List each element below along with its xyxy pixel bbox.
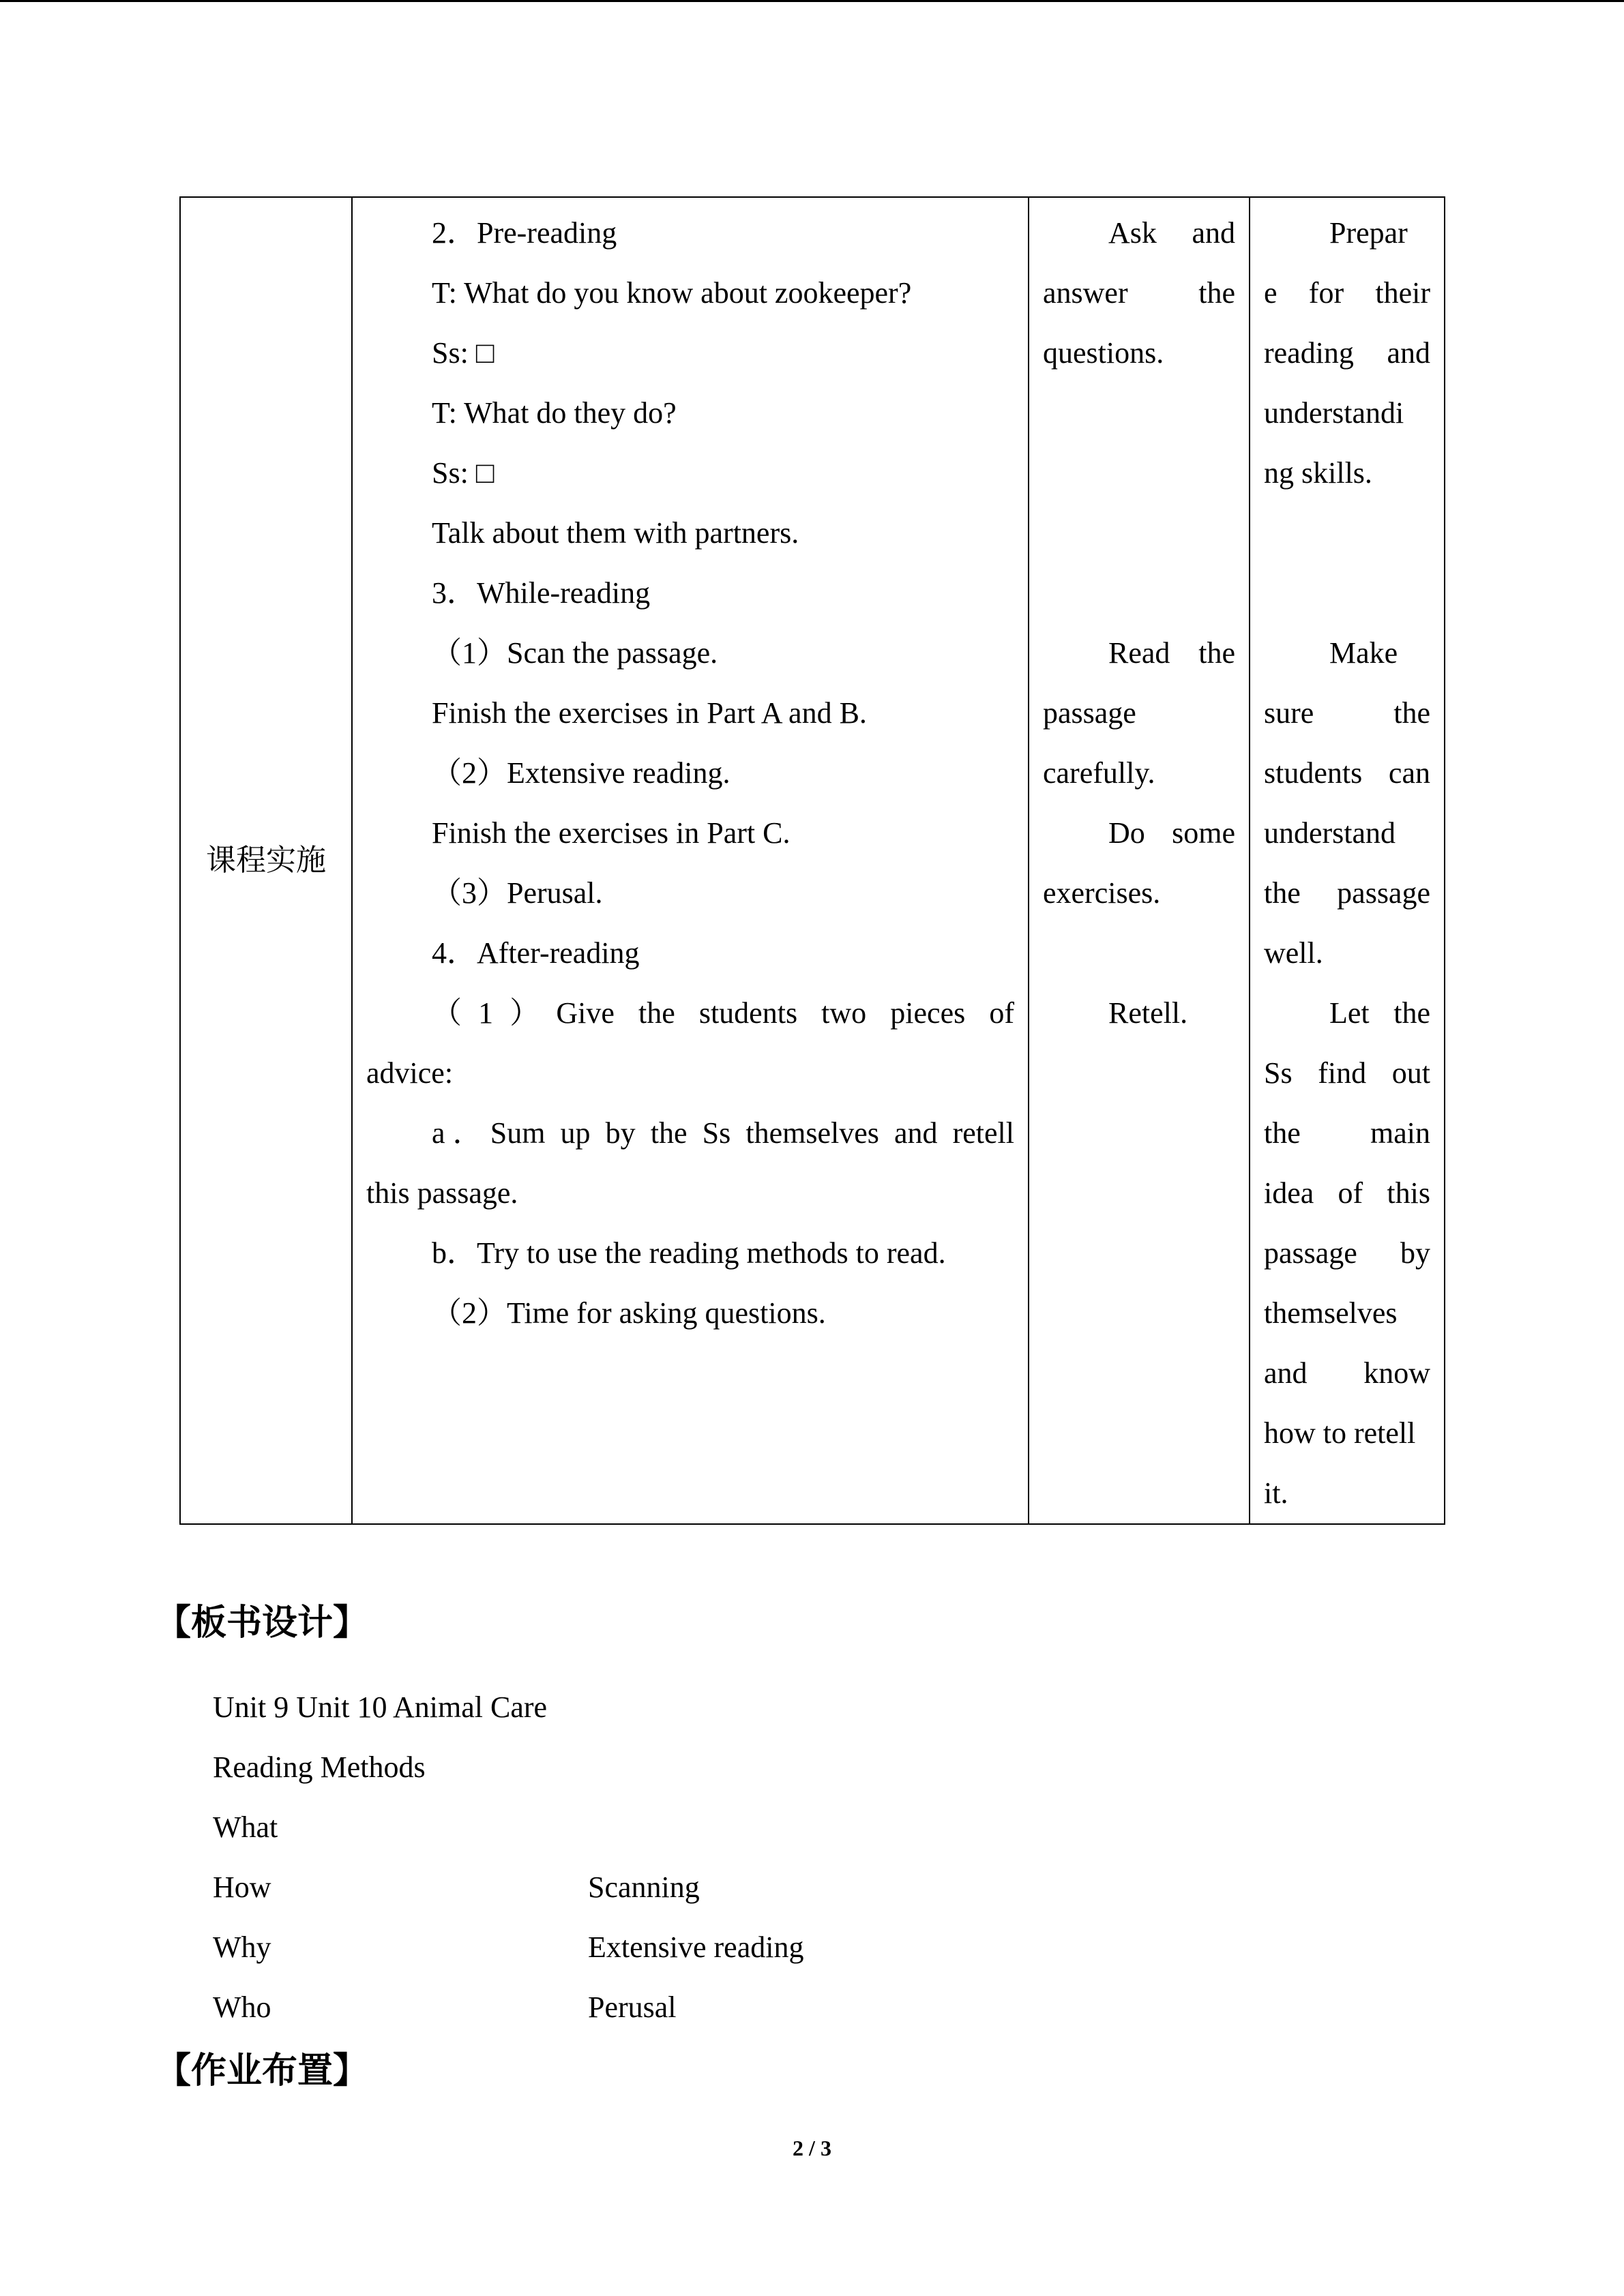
purpose-let-line-6: themselves xyxy=(1264,1296,1398,1330)
board-row-right: Extensive reading xyxy=(588,1930,804,1964)
time-for-questions-step: （2）Time for asking questions. xyxy=(432,1296,826,1330)
procedure-cell xyxy=(352,197,1029,1524)
advice-line-2: advice: xyxy=(366,1056,454,1090)
lesson-implementation-table xyxy=(179,196,1445,1525)
finish-part-c: Finish the exercises in Part C. xyxy=(432,816,791,850)
pre-reading-heading: 2．Pre-reading xyxy=(432,216,617,250)
page-number: 2 / 3 xyxy=(793,2136,831,2160)
purpose-let-line-7: and know xyxy=(1264,1356,1430,1390)
talk-instruction: Talk about them with partners. xyxy=(432,516,799,550)
finish-part-ab: Finish the exercises in Part A and B. xyxy=(432,696,867,730)
activity-ask-line-3: questions. xyxy=(1043,336,1164,370)
purpose-let-line-3: the main xyxy=(1264,1116,1430,1150)
sum-up-line-1: a．Sum up by the Ss themselves and retell xyxy=(432,1116,1014,1150)
purpose-let-line-4: idea of this xyxy=(1264,1176,1430,1210)
student-answer-1: Ss: □ xyxy=(432,336,494,370)
activity-retell: Retell. xyxy=(1108,996,1188,1030)
purpose-make-line-2: sure the xyxy=(1264,696,1430,730)
purpose-prepare-line-4: understandi xyxy=(1264,396,1404,430)
purpose-prepare-line-3: reading and xyxy=(1264,336,1430,370)
purpose-prepare-line-1: Prepar xyxy=(1329,216,1408,250)
row-label: 课程实施 xyxy=(206,843,326,878)
board-row-left: How xyxy=(213,1870,271,1904)
activity-do-line-1: Do some xyxy=(1108,816,1235,850)
board-subtitle: Reading Methods xyxy=(213,1750,426,1784)
spacer xyxy=(1043,503,1235,563)
purpose-let-line-1: Let the xyxy=(1329,996,1430,1030)
board-design-heading: 【板书设计】 xyxy=(156,1602,369,1643)
extensive-reading-step: （2）Extensive reading. xyxy=(432,756,730,790)
purpose-let-line-5: passage by xyxy=(1264,1236,1430,1270)
spacer xyxy=(1043,563,1235,623)
student-answer-2: Ss: □ xyxy=(432,456,494,490)
purpose-let-line-9: it. xyxy=(1264,1476,1288,1510)
board-row-left: Why xyxy=(213,1930,271,1964)
purpose-let-line-2: Ss find out xyxy=(1264,1056,1430,1090)
board-row-right: Scanning xyxy=(588,1870,700,1904)
board-row-left: Who xyxy=(213,1991,271,2024)
purpose-let-line-8: how to retell xyxy=(1264,1416,1416,1450)
spacer xyxy=(1043,383,1235,443)
teacher-question-1: T: What do you know about zookeeper? xyxy=(432,276,912,310)
board-row xyxy=(213,1798,547,1858)
student-activity-cell xyxy=(1029,197,1250,1524)
homework-heading: 【作业布置】 xyxy=(156,2051,369,2091)
spacer xyxy=(1264,563,1430,623)
row-label-cell xyxy=(180,197,352,1524)
purpose-prepare-line-5: ng skills. xyxy=(1264,456,1372,490)
board-title: Unit 9 Unit 10 Animal Care xyxy=(213,1690,548,1724)
spacer xyxy=(1043,923,1235,983)
purpose-make-line-1: Make xyxy=(1329,636,1398,670)
activity-do-line-2: exercises. xyxy=(1043,876,1161,910)
board-row xyxy=(213,1978,677,2038)
board-row-left: What xyxy=(213,1810,278,1844)
purpose-make-line-6: well. xyxy=(1264,936,1323,970)
board-design-content xyxy=(213,1678,804,2038)
activity-ask-line-2: answer the xyxy=(1043,276,1235,310)
activity-read-line-3: carefully. xyxy=(1043,756,1155,790)
purpose-make-line-3: students can xyxy=(1264,756,1430,790)
perusal-step: （3）Perusal. xyxy=(432,876,603,910)
purpose-prepare-line-2: e for their xyxy=(1264,276,1430,310)
board-row xyxy=(213,1858,700,1918)
activity-read-line-2: passage xyxy=(1043,696,1136,730)
purpose-make-line-4: understand xyxy=(1264,816,1396,850)
board-row xyxy=(213,1918,804,1978)
scan-step: （1）Scan the passage. xyxy=(432,636,718,670)
activity-read-line-1: Read the xyxy=(1108,636,1235,670)
activity-ask-line-1: Ask and xyxy=(1108,216,1235,250)
design-purpose-cell xyxy=(1250,197,1445,1524)
sum-up-line-2: this passage. xyxy=(366,1176,518,1210)
teacher-question-2: T: What do they do? xyxy=(432,396,677,430)
after-reading-heading: 4．After-reading xyxy=(432,936,640,970)
while-reading-heading: 3．While-reading xyxy=(432,576,651,610)
board-row-right: Perusal xyxy=(588,1991,677,2024)
top-border-line xyxy=(0,0,1624,2)
spacer xyxy=(1043,443,1235,503)
purpose-make-line-5: the passage xyxy=(1264,876,1430,910)
spacer xyxy=(1264,503,1430,563)
advice-line-1: （1）Give the students two pieces of xyxy=(432,996,1014,1030)
table-row xyxy=(180,197,1445,1524)
try-methods-step: b．Try to use the reading methods to read. xyxy=(432,1236,946,1270)
